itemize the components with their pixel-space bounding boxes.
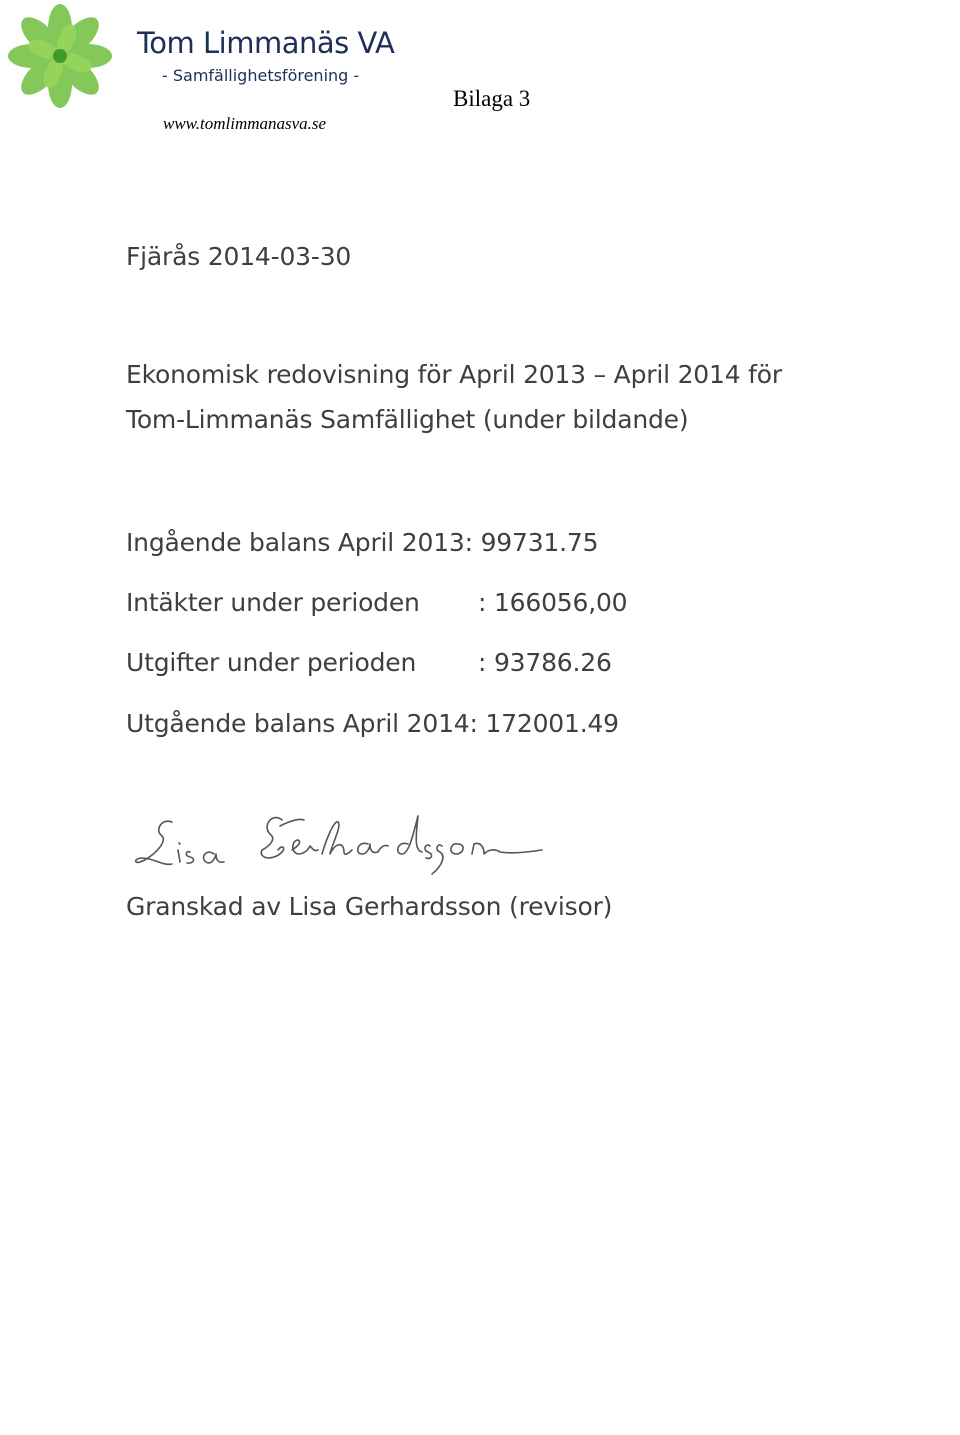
leaf-flower-logo-icon [8, 4, 112, 108]
row-value: : 172001.49 [469, 709, 619, 738]
balance-row-closing [126, 709, 619, 738]
balance-row-opening [126, 528, 598, 557]
balance-row-expenses [126, 648, 612, 677]
balance-row-income [126, 588, 627, 617]
row-label: Utgående balans April 2014 [126, 709, 470, 738]
handwritten-signature [132, 800, 572, 890]
row-label: Utgifter under perioden [126, 648, 417, 677]
row-value: : 166056,00 [478, 588, 628, 617]
reviewed-by: Granskad av Lisa Gerhardsson (revisor) [126, 892, 613, 921]
place-date: Fjärås 2014-03-30 [126, 242, 352, 271]
row-value: : 99731.75 [464, 528, 599, 557]
organization-subtitle: - Samfällighetsförening - [162, 66, 360, 85]
attachment-label: Bilaga 3 [453, 86, 531, 111]
organization-name: Tom Limmanäs VA [137, 26, 395, 60]
report-heading-line-1: Ekonomisk redovisning för April 2013 – April 2014 för [126, 360, 782, 389]
report-heading-line-2: Tom-Limmanäs Samfällighet (under bildande) [126, 405, 689, 434]
row-value: : 93786.26 [478, 648, 612, 677]
website-link[interactable]: www.tomlimmanasva.se [163, 114, 327, 133]
row-label: Ingående balans April 2013 [126, 528, 465, 557]
row-label: Intäkter under perioden [126, 588, 420, 617]
